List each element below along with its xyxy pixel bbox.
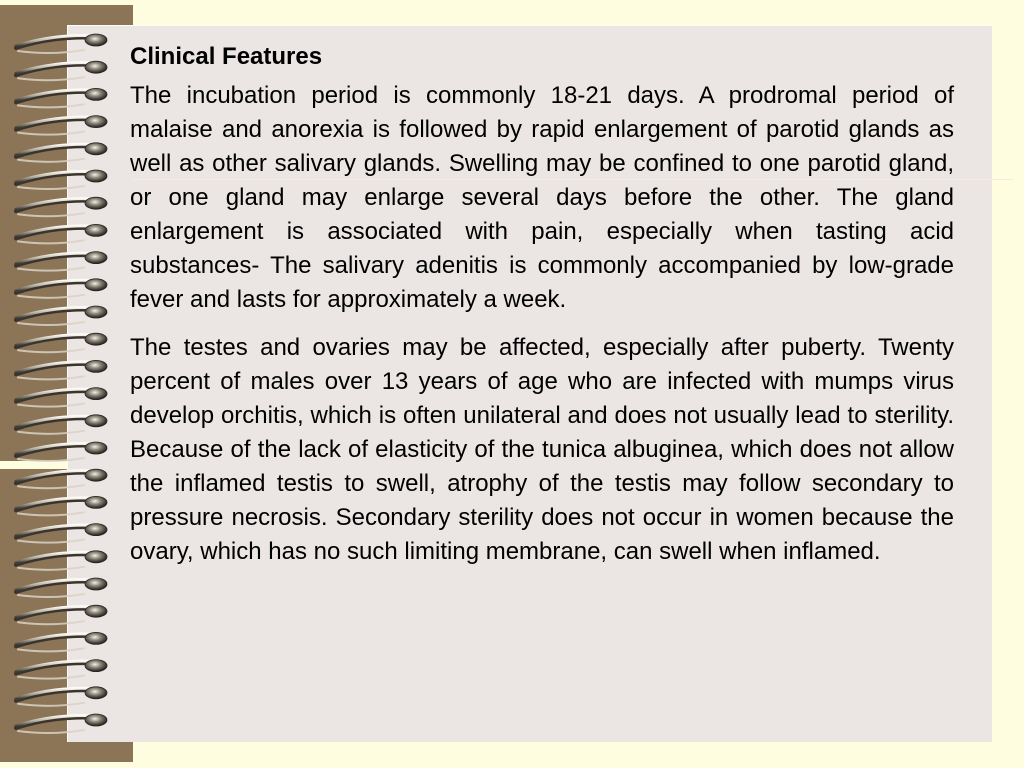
binding-ring (16, 61, 107, 80)
paragraph-incubation: The incubation period is commonly 18-21 days. A prodromal period of malaise and anorexia is followed by rapid enlargement of parotid glands as well as other salivary glands. Swelling may be confined to one parotid gland, or one gland may enlarge several days before the other. The gland enlargement is associated with pain, especially when tasting acid substances- The salivary adenitis is commonly accompanied by low-grade fever and lasts for approximately a week. (130, 82, 954, 313)
binding-ring (16, 605, 107, 624)
slide-content (130, 40, 954, 583)
binding-ring (16, 632, 107, 651)
binding-ring (16, 34, 107, 53)
binding-ring (16, 224, 107, 243)
binding-ring (16, 116, 107, 135)
binding-ring (16, 197, 107, 216)
binding-ring (16, 388, 107, 407)
slide-heading: Clinical Features (130, 43, 323, 70)
binding-ring (16, 415, 107, 434)
binding-ring (16, 442, 107, 461)
binding-ring (16, 496, 107, 515)
binding-ring (16, 578, 107, 597)
binding-ring (16, 279, 107, 298)
binding-ring (16, 660, 107, 679)
binding-ring (16, 469, 107, 488)
binding-ring (16, 170, 107, 189)
binding-ring (16, 360, 107, 379)
binding-ring (16, 687, 107, 706)
binding-ring (16, 88, 107, 107)
binding-ring (16, 252, 107, 271)
binding-ring (16, 551, 107, 570)
binding-ring (16, 143, 107, 162)
spiral-binding-rings (0, 0, 140, 768)
binding-ring (16, 333, 107, 352)
binding-ring (16, 714, 107, 733)
binding-ring (16, 524, 107, 543)
paragraph-orchitis: The testes and ovaries may be affected, especially after puberty. Twenty percent of males over 13 years of age who are infected with mumps virus develop orchitis, which is often unilateral and does not usually lead to sterility. Because of the lack of elasticity of the tunica albuginea, which does not allow the inflamed testis to swell, atrophy of the testis may follow secondary to pressure necrosis. Secondary sterility does not occur in women because the ovary, which has no such limiting membrane, can swell when inflamed. (130, 334, 954, 565)
binding-ring (16, 306, 107, 325)
